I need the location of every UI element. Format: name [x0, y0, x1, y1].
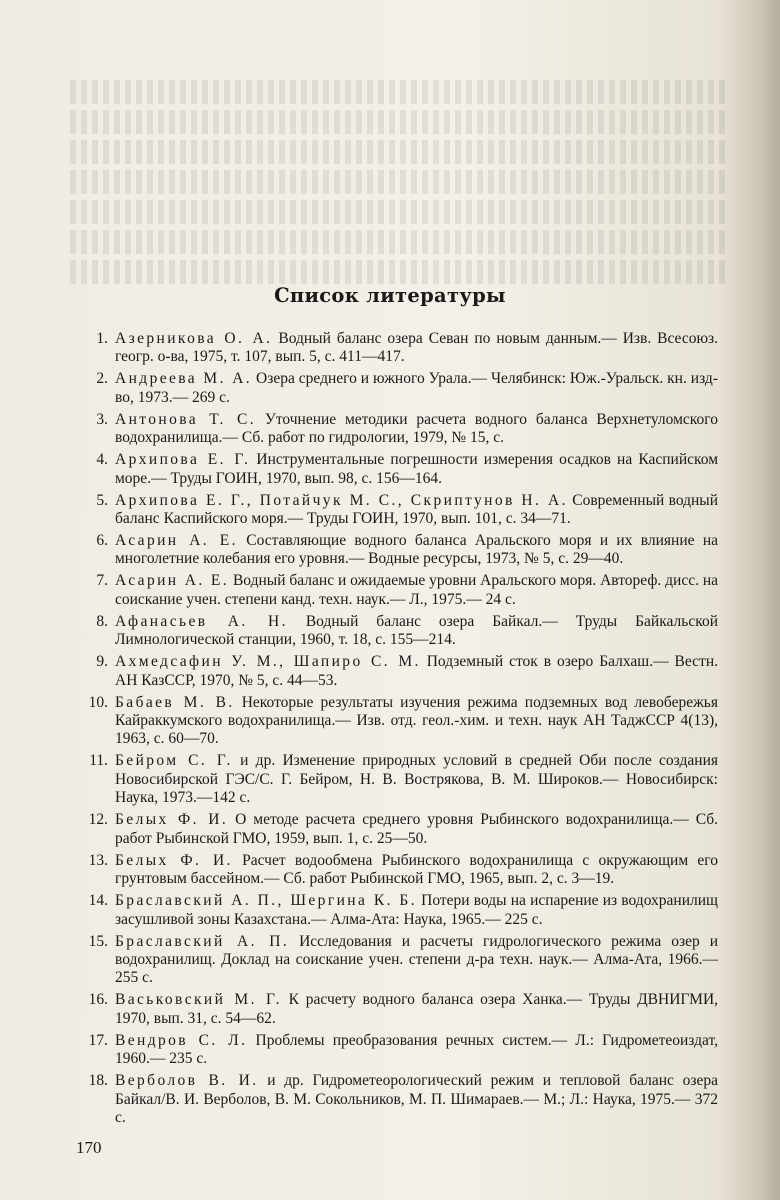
reference-item: [78, 451, 718, 488]
reference-number: 15.: [88, 932, 108, 950]
reference-number: 9.: [96, 653, 108, 671]
reference-text: Проблемы преобразования речных систем.— Л.: Гидрометеоиздат, 1960.— 235 с.: [115, 1031, 718, 1068]
reference-text: Инструментальные погрешности измерения осадков на Каспийском море.— Труды ГОИН, 1970, вып. 98, с. 156—164.: [115, 451, 718, 487]
reference-text: Потери воды на испарение из водохранилищ засушливой зоны Казахстана.— Алма-Ата: Наука, 1965.— 225 с.: [115, 892, 718, 928]
reference-item: [78, 613, 718, 650]
reference-number: 6.: [96, 532, 108, 550]
reference-item: [78, 1032, 718, 1069]
reference-number: 10.: [88, 693, 108, 711]
reference-author: Антонова Т. С.: [115, 410, 257, 428]
reference-author: Браславский А. П., Шергина К. Б.: [115, 892, 417, 910]
reference-number: 5.: [96, 491, 108, 509]
reference-item: [78, 370, 718, 407]
reference-item: [78, 991, 718, 1028]
reference-author: Архипова Е. Г.: [115, 451, 251, 469]
reference-item: [78, 1072, 718, 1127]
reference-item: [78, 933, 718, 988]
reference-text: и др. Гидрометеорологический режим и тепловой баланс озера Байкал/В. И. Верболов, В. М. Сокольников, М. П. Шимараев.— М.; Л.: Наука, 1975.— 372 с.: [115, 1072, 719, 1126]
reference-text: Составляющие водного баланса Аральского моря и их влияние на многолетние колебания его уровня.— Водные ресурсы, 1973, № 5, с. 29—40.: [115, 532, 719, 568]
reference-author: Васьковский М. Г.: [115, 991, 282, 1009]
reference-text: К расчету водного баланса озера Ханка.— Труды ДВНИГМИ, 1970, вып. 31, с. 54—62.: [115, 991, 719, 1027]
show-through-text: [70, 80, 730, 310]
reference-text: Водный баланс озера Севан по новым данным.— Изв. Всесоюз. геогр. о-ва, 1975, т. 107, вып. 5, с. 411—417.: [115, 330, 719, 366]
reference-item: [78, 811, 718, 848]
reference-author: Белых Ф. И.: [115, 811, 229, 829]
reference-text: О методе расчета среднего уровня Рыбинского водохранилища.— Сб. работ Рыбинской ГМО, 1959, вып. 1, с. 25—50.: [115, 811, 719, 847]
reference-number: 3.: [96, 410, 108, 428]
reference-author: Вендров С. Л.: [115, 1031, 248, 1049]
reference-number: 13.: [88, 851, 108, 869]
reference-text: Современный водный баланс Каспийского моря.— Труды ГОИН, 1970, вып. 101, с. 34—71.: [115, 491, 719, 528]
reference-author: Ахмедсафин У. М., Шапиро С. М.: [115, 653, 421, 671]
reference-item: [78, 572, 718, 609]
reference-text: Исследования и расчеты гидрологического режима озер и водохранилищ. Доклад на соискание учен. степени д-ра техн. наук.— Алма-Ата, 1966.— 255 с.: [115, 932, 718, 987]
reference-list: [78, 330, 718, 1131]
reference-text: и др. Изменение природных условий в средней Оби после создания Новосибирской ГЭС/С. Г. Бейром, Н. В. Вострякова, В. М. Широков.— Новосибирск: Наука, 1973.—142 с.: [115, 752, 718, 807]
reference-number: 7.: [96, 572, 108, 590]
page-number: 170: [76, 1138, 102, 1157]
reference-number: 1.: [96, 330, 108, 347]
reference-item: [78, 694, 718, 749]
reference-item: [78, 330, 718, 367]
reference-author: Браславский А. П.: [115, 932, 290, 950]
reference-item: [78, 532, 718, 569]
reference-author: Верболов В. И.: [115, 1072, 259, 1090]
reference-author: Белых Ф. И.: [115, 851, 233, 869]
reference-number: 16.: [88, 991, 108, 1009]
reference-author: Архипова Е. Г., Потайчук М. С., Скриптунов Н. А.: [115, 491, 568, 509]
reference-item: [78, 752, 718, 807]
reference-author: Андреева М. А.: [115, 370, 253, 388]
reference-number: 11.: [89, 752, 108, 770]
reference-text: Озера среднего и южного Урала.— Челябинск: Юж.-Уральск. кн. изд-во, 1973.— 269 с.: [115, 370, 718, 406]
reference-text: Подземный сток в озеро Балхаш.— Вестн. АН КазССР, 1970, № 5, с. 44—53.: [115, 653, 718, 689]
reference-text: Водный баланс озера Байкал.— Труды Байкальской Лимнологической станции, 1960, т. 18, с. 155—214.: [115, 612, 718, 649]
reference-text: Расчет водообмена Рыбинского водохранилища с окружающим его грунтовым бассейном.— Сб. работ Рыбинской ГМО, 1965, вып. 2, с. 3—19.: [115, 851, 719, 888]
page-title: Список литературы: [274, 284, 506, 307]
reference-item: [78, 852, 718, 889]
reference-number: 17.: [88, 1031, 108, 1049]
reference-item: [78, 492, 718, 529]
reference-number: 12.: [88, 811, 108, 829]
reference-author: Афанасьев А. Н.: [115, 612, 288, 630]
reference-text: Уточнение методики расчета водного баланса Верхнетуломского водохранилища.— Сб. работ по гидрологии, 1979, № 15, с.: [115, 410, 718, 447]
reference-item: [78, 653, 718, 690]
reference-number: 8.: [96, 612, 108, 630]
reference-item: [78, 892, 718, 929]
reference-number: 4.: [96, 451, 108, 469]
reference-item: [78, 411, 718, 448]
reference-number: 14.: [88, 892, 108, 910]
reference-author: Асарин А. Е.: [115, 572, 230, 590]
reference-text: Водный баланс и ожидаемые уровни Аральского моря. Автореф. дисс. на соискание учен. степени канд. техн. наук.— Л., 1975.— 24 с.: [115, 572, 719, 608]
reference-author: Азерникова О. А.: [115, 330, 273, 347]
reference-author: Бабаев М. В.: [115, 693, 235, 711]
reference-number: 18.: [88, 1072, 108, 1090]
reference-number: 2.: [96, 370, 108, 388]
reference-author: Бейром С. Г.: [115, 752, 233, 770]
reference-text: Некоторые результаты изучения режима подземных вод левобережья Кайраккумского водохранилища.— Изв. отд. геол.-хим. и техн. наук АН ТаджССР 4(13), 1963, с. 60—70.: [115, 693, 718, 748]
reference-author: Асарин А. Е.: [115, 532, 238, 550]
